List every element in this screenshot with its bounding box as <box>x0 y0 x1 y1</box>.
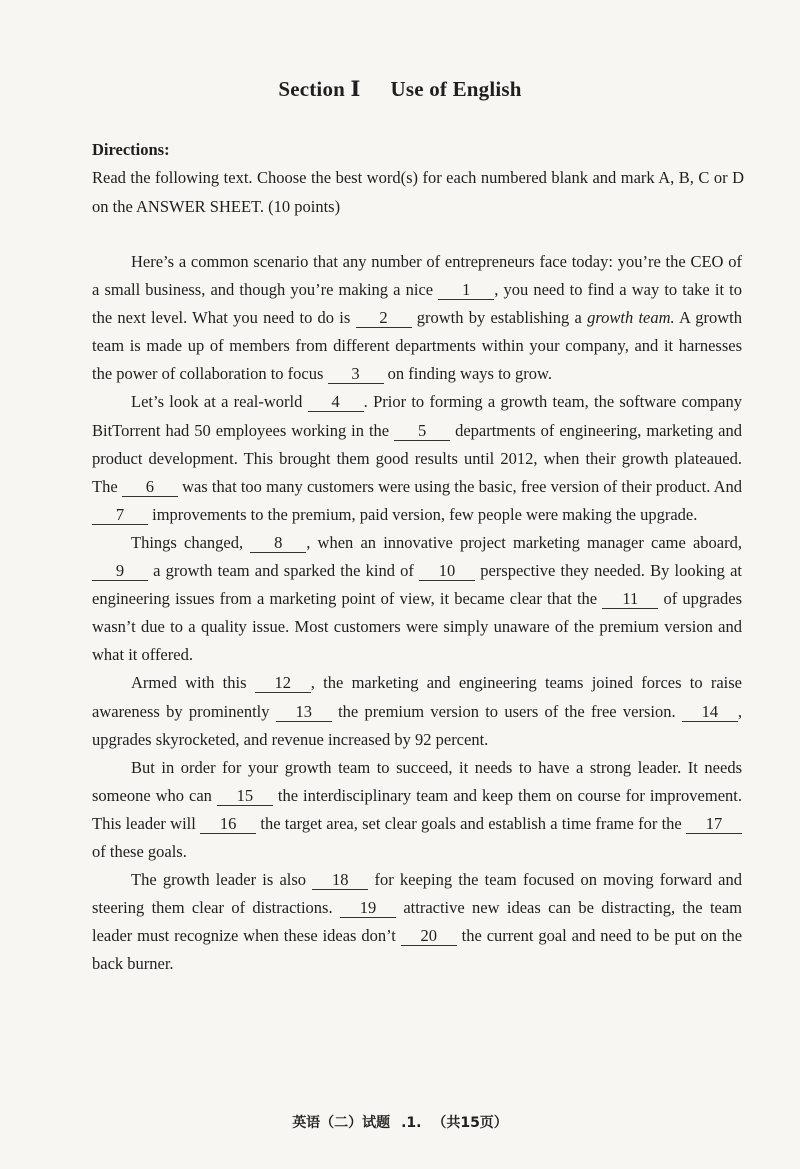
section-name: Use of English <box>390 77 522 101</box>
passage-text: , the marketing and engineering teams joined forces to raise awareness by prominently <box>92 673 743 721</box>
passage-text: the premium version to users of the free version. <box>338 701 676 721</box>
passage-text: , upgrades skyrocketed, and revenue increased by 92 percent. <box>92 701 742 749</box>
passage-text: , you need to find a way to take it to the next level. What you need to do is <box>92 280 743 328</box>
blank-11: 11 <box>602 590 658 609</box>
section-title <box>0 76 800 102</box>
reading-passage <box>92 248 742 978</box>
blank-3: 3 <box>328 365 384 384</box>
paragraph-5 <box>92 754 742 866</box>
paragraph-6 <box>92 866 742 978</box>
passage-text: was that too many customers were using the basic, free version of their product. And <box>182 476 743 496</box>
passage-text: Things changed, <box>131 532 244 552</box>
section-number: Section Ⅰ <box>278 77 361 101</box>
paragraph-2 <box>92 388 742 528</box>
passage-text: improvements to the premium, paid version, few people were making the upgrade. <box>152 504 698 524</box>
blank-8: 8 <box>250 534 306 553</box>
blank-2: 2 <box>356 309 412 328</box>
passage-text: growth by establishing a <box>416 308 582 328</box>
passage-text: departments of engineering, marketing and product development. This brought them good results until 2012, when their growth plateaued. The <box>92 420 743 496</box>
blank-12: 12 <box>255 674 311 693</box>
passage-text: on finding ways to grow. <box>387 364 553 384</box>
blank-7: 7 <box>92 506 148 525</box>
blank-14: 14 <box>682 703 738 722</box>
passage-text: The growth leader is also <box>131 870 307 890</box>
blank-15: 15 <box>217 787 273 806</box>
passage-text: the target area, set clear goals and establish a time frame for the <box>260 813 682 833</box>
passage-text: But in order for your growth team to succeed, it needs to have a strong leader. It needs someone who can <box>92 757 742 805</box>
passage-text: , when an innovative project marketing manager came aboard, <box>306 532 742 552</box>
passage-text: the interdisciplinary team and keep them on course for improvement. This leader will <box>92 785 742 833</box>
passage-text: of upgrades wasn’t due to a quality issue. Most customers were simply unaware of the premium version and what it offered. <box>92 589 742 665</box>
blank-13: 13 <box>276 703 332 722</box>
blank-4: 4 <box>308 393 364 412</box>
blank-9: 9 <box>92 562 148 581</box>
passage-text: attractive new ideas can be distracting, the team leader must recognize when these ideas don’t <box>92 898 743 946</box>
blank-20: 20 <box>401 927 457 946</box>
passage-text: Armed with this <box>131 673 247 693</box>
blank-6: 6 <box>122 478 178 497</box>
paragraph-4 <box>92 669 742 753</box>
blank-1: 1 <box>438 281 494 300</box>
blank-16: 16 <box>200 815 256 834</box>
blank-17: 17 <box>686 815 742 834</box>
blank-18: 18 <box>312 871 368 890</box>
passage-text: A growth team is made up of members from different departments within your company, and it harnesses the power of collaboration to focus <box>92 308 742 384</box>
passage-text: of these goals. <box>92 841 187 861</box>
passage-text: the current goal and need to be put on the back burner. <box>92 926 743 974</box>
footer-subject: 英语（二）试题 <box>292 1115 391 1131</box>
footer-total-pages: （共15页） <box>432 1115 508 1131</box>
page-footer <box>0 1112 800 1132</box>
directions-heading: Directions: <box>92 140 170 159</box>
passage-text: perspective they needed. By looking at engineering issues from a marketing point of view, it became clear that the <box>92 561 743 609</box>
paragraph-1 <box>92 248 742 388</box>
directions-text: Read the following text. Choose the best word(s) for each numbered blank and mark A, B, C or D on the ANSWER SHEET. (10 points) <box>92 168 744 216</box>
blank-5: 5 <box>394 422 450 441</box>
passage-text: a growth team and sparked the kind of <box>153 561 414 581</box>
emphasized-term: growth team. <box>587 308 675 328</box>
passage-text: Let’s look at a real-world <box>131 392 303 412</box>
footer-page-number: .1. <box>401 1115 422 1131</box>
passage-text: . Prior to forming a growth team, the software company BitTorrent had 50 employees working in the <box>92 392 742 440</box>
blank-19: 19 <box>340 899 396 918</box>
blank-10: 10 <box>419 562 475 581</box>
passage-text: Here’s a common scenario that any number of entrepreneurs face today: you’re the CEO of a small business, and though you’re making a nice <box>92 252 742 300</box>
paragraph-3 <box>92 529 742 669</box>
passage-text: for keeping the team focused on moving forward and steering them clear of distractions. <box>92 870 743 918</box>
